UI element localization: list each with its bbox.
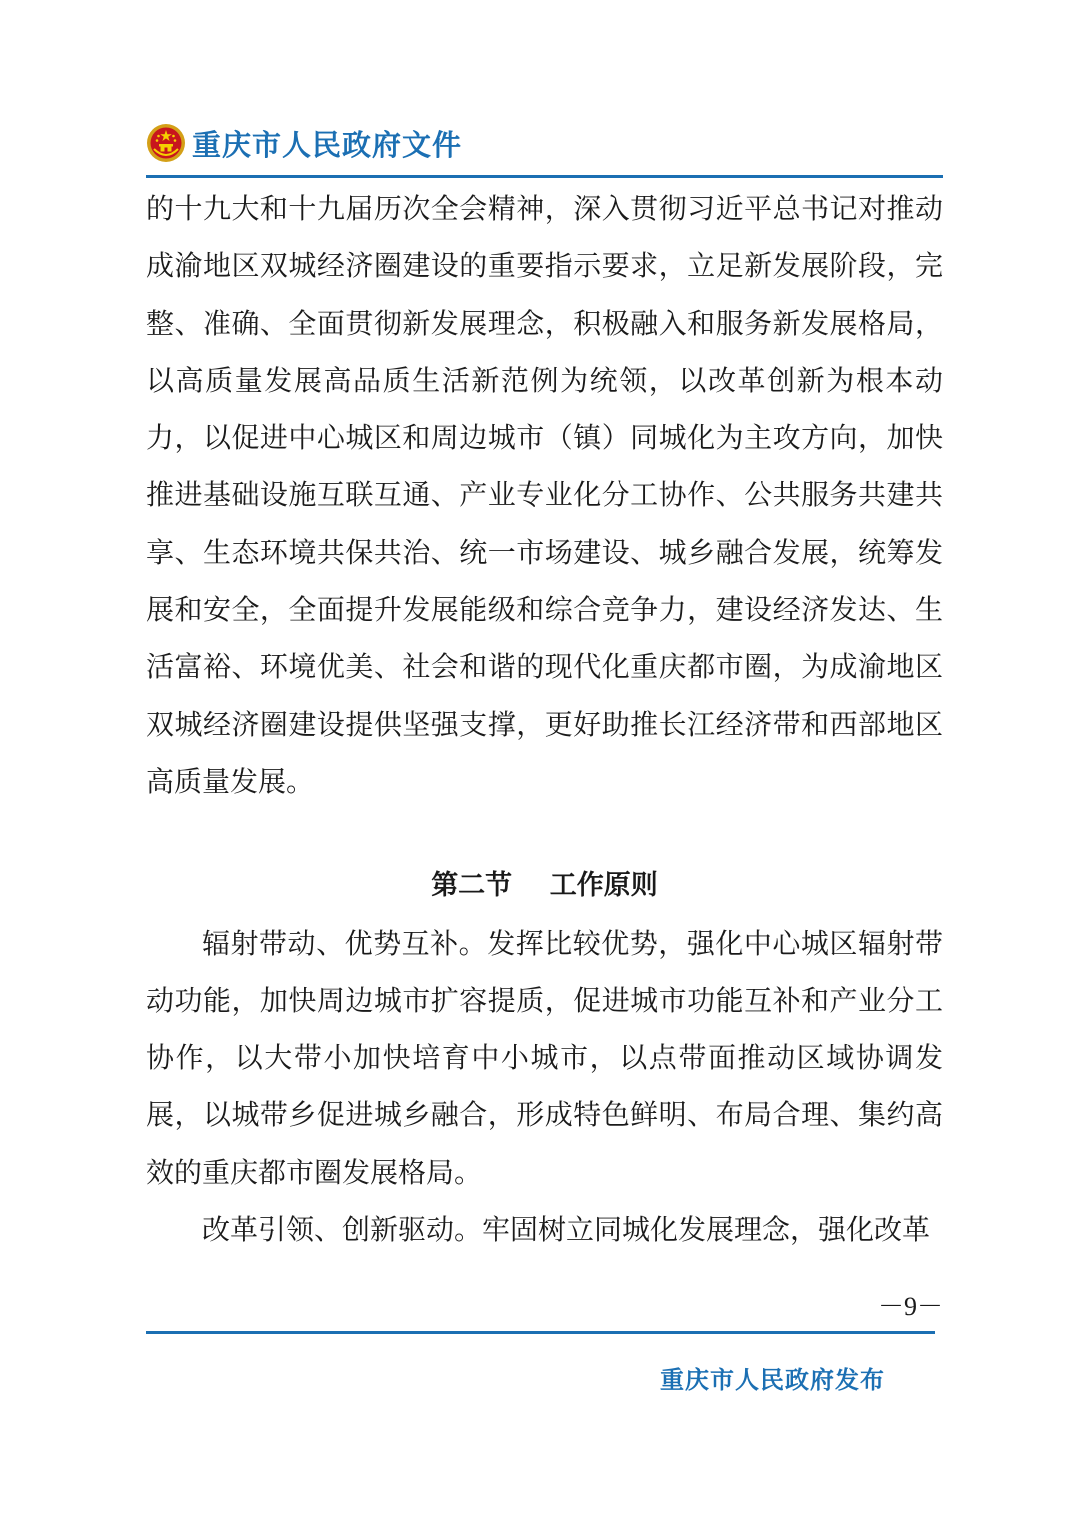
national-emblem-icon — [146, 123, 186, 163]
paragraph-principle-2: 改革引领、创新驱动。牢固树立同城化发展理念，强化改革 — [202, 1213, 931, 1247]
header-divider — [146, 175, 943, 178]
page-number: －9－ — [877, 1292, 943, 1321]
paragraph-guiding-thought: 的十九大和十九届历次全会精神，深入贯彻习近平总书记对推动成渝地区双城经济圈建设的重要指示要求，立足新发展阶段，完整、准确、全面贯彻新发展理念，积极融入和服务新发展格局，以高质量发展高品质生活新范例为统领，以改革创新为根本动力，以促进中心城区和周边城市（镇）同城化为主攻方向，加快推进基础设施互联互通、产业专业化分工协作、公共服务共建共享、生态环境共保共治、统一市场建设、城乡融合发展，统筹发展和安全，全面提升发展能级和综合竞争力，建设经济发达、生活富裕、环境优美、社会和谐的现代化重庆都市圈，为成渝地区双城经济圈建设提供坚强支撑，更好助推长江经济带和西部地区高质量发展。 — [146, 192, 943, 798]
document-header-title: 重庆市人民政府文件 — [192, 127, 463, 162]
footer-divider — [146, 1331, 935, 1334]
footer-publisher: 重庆市人民政府发布 — [660, 1366, 885, 1394]
document-body — [146, 180, 943, 1258]
paragraph-principle-1: 辐射带动、优势互补。发挥比较优势，强化中心城区辐射带动功能，加快周边城市扩容提质，促进城市功能互补和产业分工协作，以大带小加快培育中小城市，以点带面推动区域协调发展，以城带乡促进城乡融合，形成特色鲜明、布局合理、集约高效的重庆都市圈发展格局。 — [146, 926, 943, 1189]
document-header — [146, 118, 946, 168]
section-heading: 第二节 工作原则 — [431, 870, 658, 902]
